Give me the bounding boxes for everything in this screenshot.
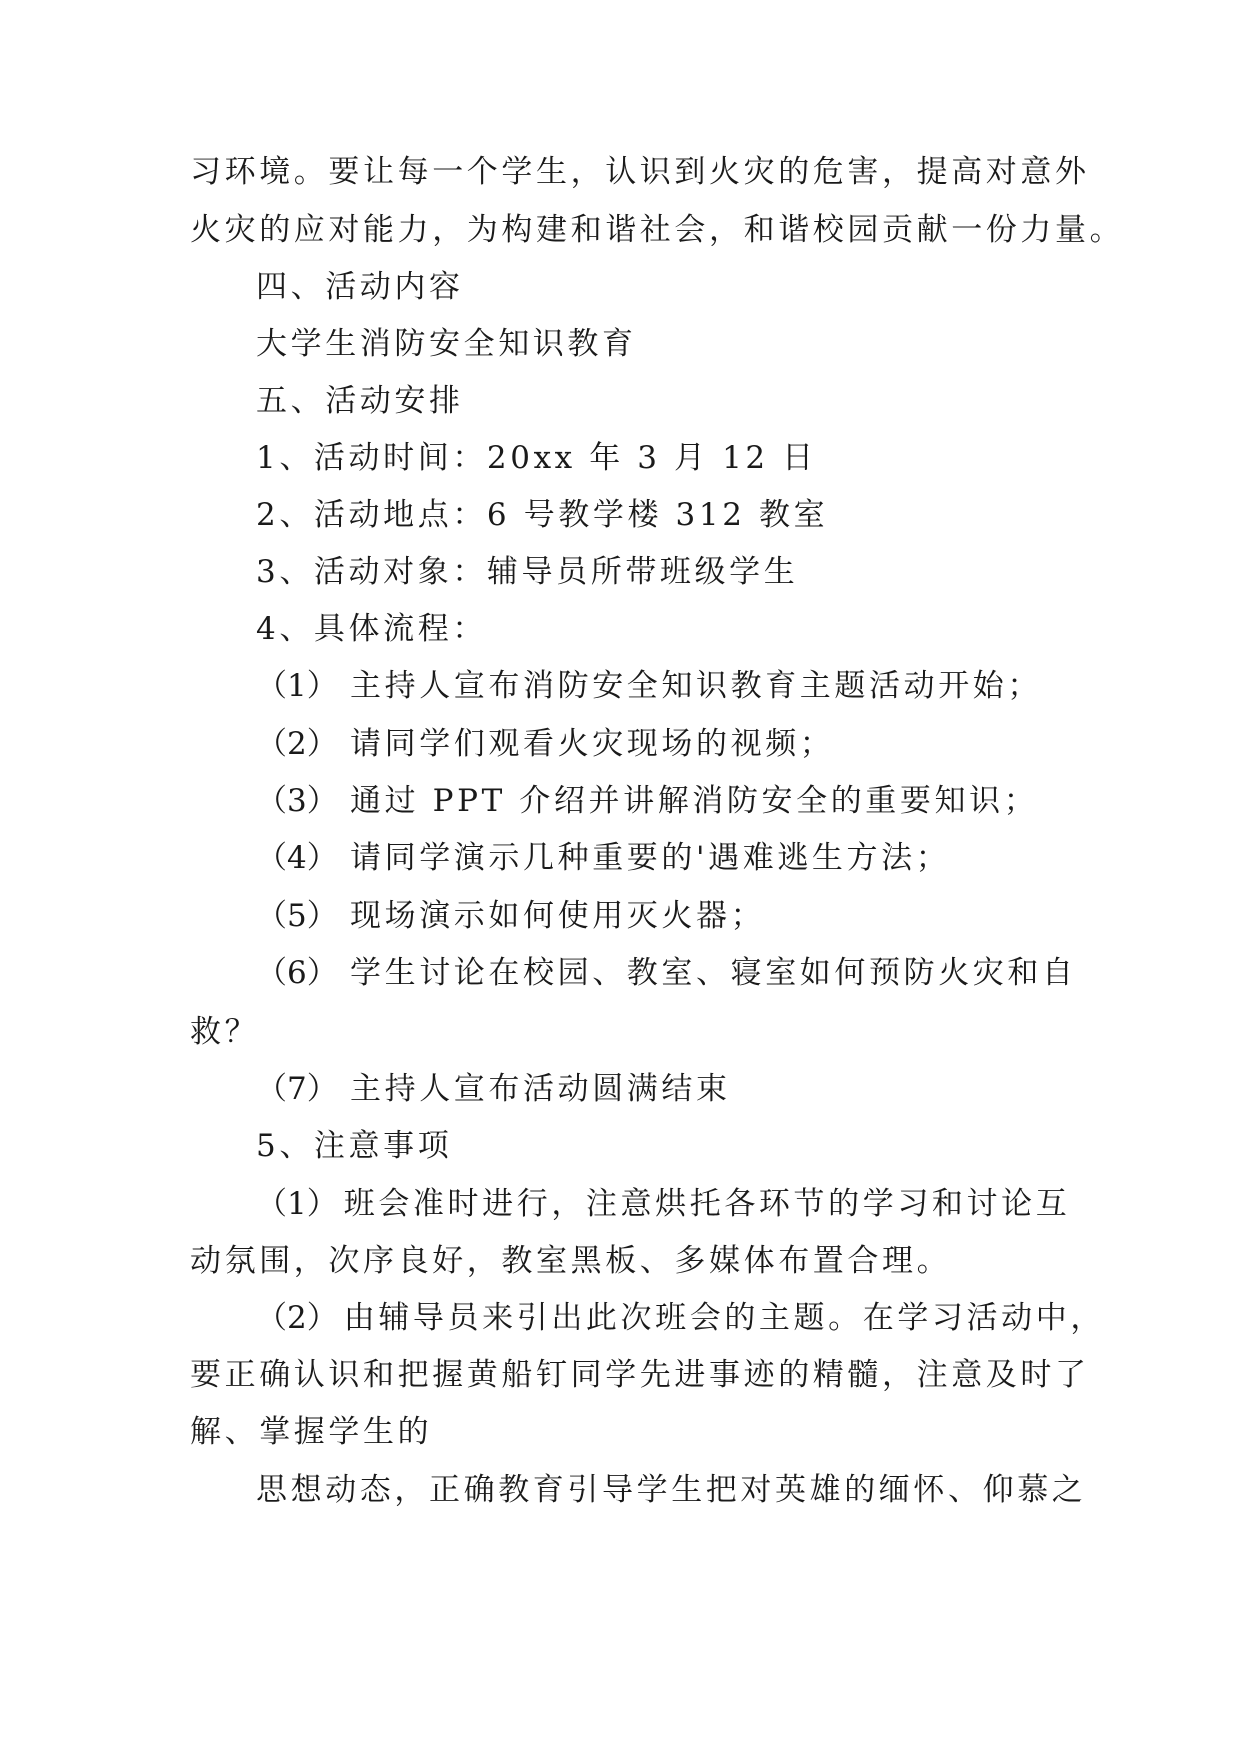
step-text: 学生讨论在校园、教室、寝室如何预防火灾和自 [350,955,1077,991]
step-text: 请同学演示几种重要的'遇难逃生方法； [350,840,951,876]
note-item [256,1184,1070,1224]
arrangement-item: 1、活动时间：20xx 年 3 月 12 日 [256,440,817,476]
paragraph-line: 动氛围，次序良好，教室黑板、多媒体布置合理。 [190,1243,952,1279]
paragraph-line: 习环境。要让每一个学生，认识到火灾的危害，提高对意外 [190,154,1090,190]
step-text: 主持人宣布消防安全知识教育主题活动开始； [350,668,1042,704]
step-number: （2） [256,726,338,762]
step-number: （5） [256,898,338,934]
process-step [256,1069,731,1109]
paragraph-line: 大学生消防安全知识教育 [256,326,637,362]
step-number: （1） [256,668,338,704]
section-heading: 四、活动内容 [256,269,464,305]
step-number: （7） [256,1071,338,1107]
process-step [256,666,1042,706]
process-step [256,838,950,878]
note-number: （2） [256,1300,338,1336]
paragraph-line: 要正确认识和把握黄船钉同学先进事迹的精髓，注意及时了 [190,1357,1090,1393]
process-step-continuation: 救？ [190,1014,260,1050]
process-step [256,896,765,936]
paragraph-line: 思想动态，正确教育引导学生把对英雄的缅怀、仰慕之 [256,1472,1087,1508]
arrangement-item: 4、具体流程： [256,611,487,647]
process-step [256,781,1038,821]
note-text: 由辅导员来引出此次班会的主题。在学习活动中， [343,1300,1105,1336]
step-number: （6） [256,955,338,991]
note-number: （1） [256,1186,338,1222]
step-text: 现场演示如何使用灭火器； [350,898,766,934]
step-text: 主持人宣布活动圆满结束 [350,1071,731,1107]
note-item [256,1298,1105,1338]
arrangement-item: 5、注意事项 [256,1128,453,1164]
process-step [256,724,834,764]
arrangement-item: 2、活动地点：6 号教学楼 312 教室 [256,497,829,533]
section-heading: 五、活动安排 [256,383,464,419]
paragraph-line: 解、掌握学生的 [190,1414,433,1450]
paragraph-line: 火灾的应对能力，为构建和谐社会，和谐校园贡献一份力量。 [190,212,1125,248]
arrangement-item: 3、活动对象：辅导员所带班级学生 [256,554,799,590]
step-text: 通过 PPT 介绍并讲解消防安全的重要知识； [350,783,1039,819]
note-text: 班会准时进行，注意烘托各环节的学习和讨论互 [343,1186,1071,1222]
step-text: 请同学们观看火灾现场的视频； [350,726,835,762]
step-number: （4） [256,840,338,876]
process-step [256,953,1077,993]
step-number: （3） [256,783,338,819]
